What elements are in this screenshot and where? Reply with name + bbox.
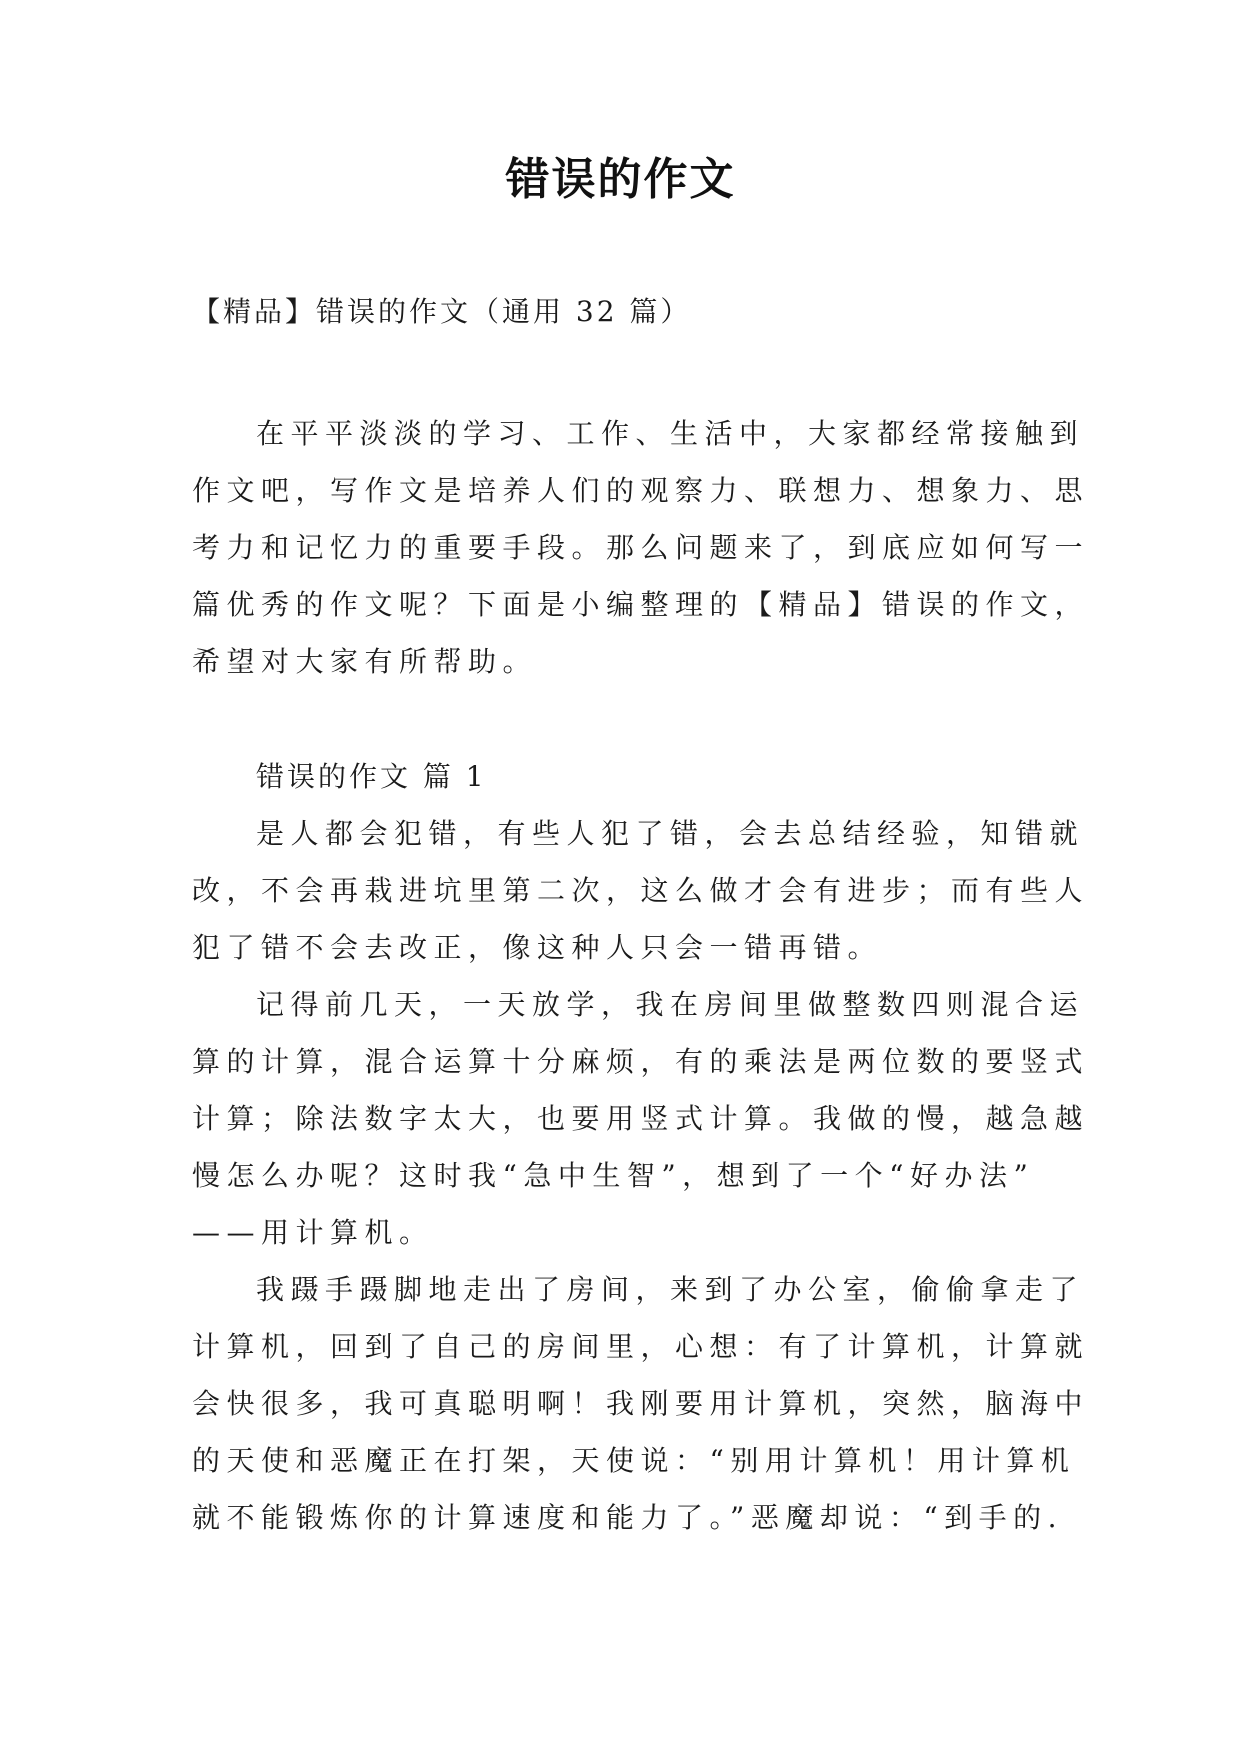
paragraph-line: 的天使和恶魔正在打架，天使说：“别用计算机！用计算机 [192, 1444, 1076, 1477]
paragraph-line: 算的计算，混合运算十分麻烦，有的乘法是两位数的要竖式 [192, 1045, 1090, 1078]
intro-line: 考力和记忆力的重要手段。那么问题来了，到底应如何写一 [192, 531, 1090, 564]
page-title: 错误的作文 [505, 154, 736, 205]
essay-paragraph-2 [192, 976, 1090, 1261]
paragraph-line: 我蹑手蹑脚地走出了房间，来到了办公室，偷偷拿走了 [256, 1273, 1085, 1306]
document-subtitle: 【精品】错误的作文（通用 32 篇） [192, 295, 692, 328]
intro-line: 在平平淡淡的学习、工作、生活中，大家都经常接触到 [256, 417, 1085, 450]
paragraph-line: 犯了错不会去改正，像这种人只会一错再错。 [192, 931, 883, 964]
paragraph-line: 计算机，回到了自己的房间里，心想：有了计算机，计算就 [192, 1330, 1090, 1363]
intro-line: 篇优秀的作文呢？下面是小编整理的【精品】错误的作文， [192, 588, 1090, 621]
paragraph-line: 会快很多，我可真聪明啊！我刚要用计算机，突然，脑海中 [192, 1387, 1090, 1420]
intro-paragraph [192, 405, 1090, 690]
paragraph-line: 是人都会犯错，有些人犯了错，会去总结经验，知错就 [256, 817, 1085, 850]
intro-line: 作文吧，写作文是培养人们的观察力、联想力、想象力、思 [192, 474, 1090, 507]
paragraph-line: 慢怎么办呢？这时我“急中生智”，想到了一个“好办法” [192, 1159, 1035, 1192]
paragraph-line: 就不能锻炼你的计算速度和能力了。”恶魔却说：“到手的. [192, 1501, 1064, 1534]
intro-line: 希望对大家有所帮助。 [192, 645, 538, 678]
paragraph-line: 改，不会再栽进坑里第二次，这么做才会有进步；而有些人 [192, 874, 1090, 907]
paragraph-line: ——用计算机。 [192, 1216, 434, 1249]
paragraph-line: 计算；除法数字太大，也要用竖式计算。我做的慢，越急越 [192, 1102, 1090, 1135]
essay-paragraph-3 [192, 1261, 1090, 1546]
section-heading: 错误的作文 篇 1 [256, 760, 487, 793]
essay-section [192, 748, 1090, 1546]
essay-paragraph-1 [192, 805, 1090, 976]
paragraph-line: 记得前几天，一天放学，我在房间里做整数四则混合运 [256, 988, 1085, 1021]
